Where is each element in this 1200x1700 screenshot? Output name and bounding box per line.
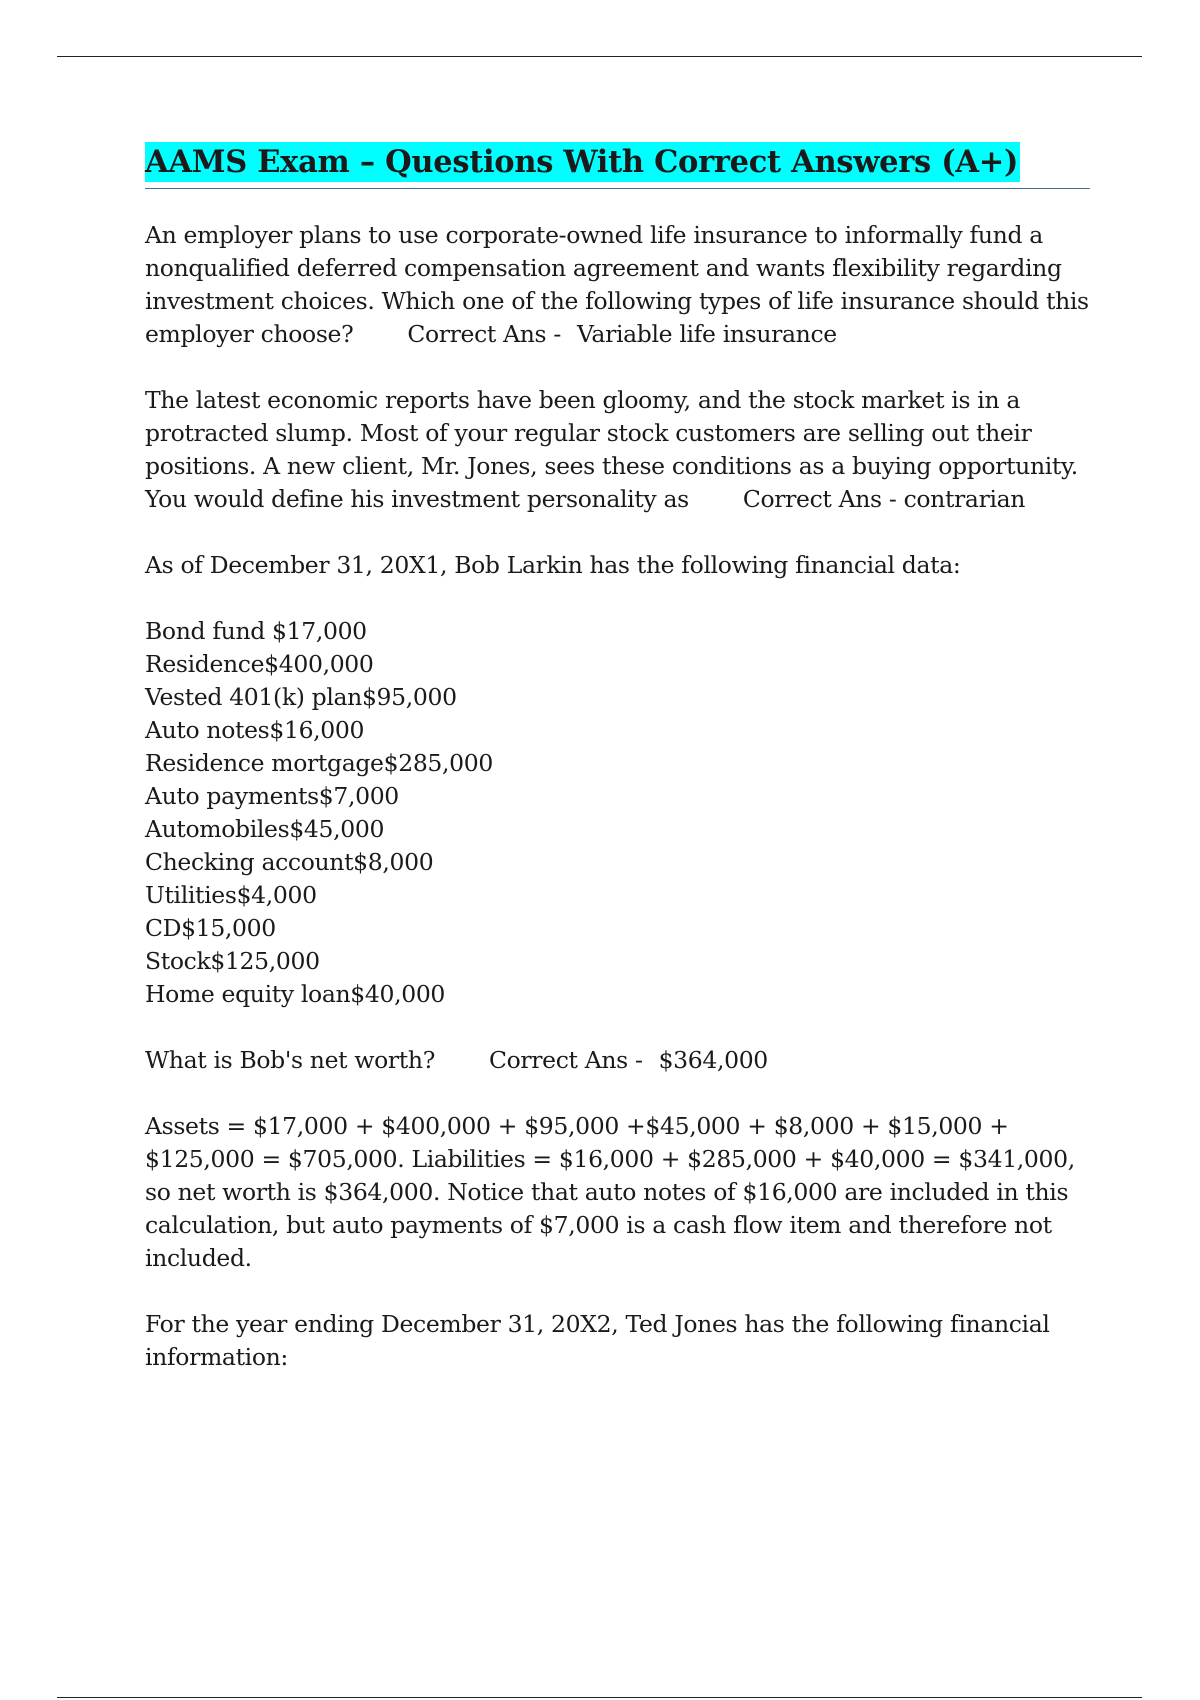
list-item: Automobiles$45,000: [145, 815, 385, 843]
list-item: Auto payments$7,000: [145, 782, 399, 810]
list-item: Checking account$8,000: [145, 848, 434, 876]
question-1: [145, 219, 1090, 351]
list-item: Residence$400,000: [145, 650, 374, 678]
question-3: [145, 1044, 1090, 1077]
question-1-text: An employer plans to use corporate-owned life insurance to informally fund a nonqualified deferred compensation agreement and wants flexibility regarding investment choices. Which one of the following types of life insurance should this employer choose?: [145, 221, 1089, 348]
list-item: Bond fund $17,000: [145, 617, 367, 645]
question-2-text: The latest economic reports have been gloomy, and the stock market is in a protracted slump. Most of your regular stock customers are selling out their positions. A new client, Mr. Jones, sees these conditions as a buying opportunity. You would define his investment personality as: [145, 386, 1078, 513]
list-item: Auto notes$16,000: [145, 716, 365, 744]
document-title: AAMS Exam – Questions With Correct Answers (A+): [145, 144, 1019, 180]
list-item: Residence mortgage$285,000: [145, 749, 493, 777]
answer-label: Correct Ans -: [407, 320, 561, 348]
list-item: CD$15,000: [145, 914, 276, 942]
list-item: Utilities$4,000: [145, 881, 317, 909]
document-body: [145, 142, 1090, 1407]
question-3-answer: $364,000: [658, 1046, 768, 1074]
question-1-answer: Variable life insurance: [576, 320, 837, 348]
question-3-text: What is Bob's net worth?: [145, 1046, 435, 1074]
list-item: Stock$125,000: [145, 947, 320, 975]
question-3-explanation: Assets = $17,000 + $400,000 + $95,000 +$45,000 + $8,000 + $15,000 + $125,000 = $705,000. Liabilities = $16,000 + $285,000 + $40,000 = $341,000, so net worth is $364,000. Notice that auto notes of $16,000 are included in this calculation, but auto payments of $7,000 is a cash flow item and therefore not included.: [145, 1112, 1075, 1272]
title-block: [145, 142, 1090, 189]
question-4-intro: For the year ending December 31, 20X2, Ted Jones has the following financial information:: [145, 1310, 1050, 1371]
question-3-intro: As of December 31, 20X1, Bob Larkin has the following financial data:: [145, 551, 961, 579]
answer-label: Correct Ans -: [488, 1046, 643, 1074]
header-rule: [57, 56, 1142, 57]
list-item: Home equity loan$40,000: [145, 980, 446, 1008]
financial-data-list: [145, 615, 1090, 1011]
question-2: [145, 384, 1090, 516]
answer-label: Correct Ans -: [742, 485, 897, 513]
question-2-answer: contrarian: [903, 485, 1026, 513]
list-item: Vested 401(k) plan$95,000: [145, 683, 457, 711]
footer-rule: [57, 1697, 1142, 1698]
